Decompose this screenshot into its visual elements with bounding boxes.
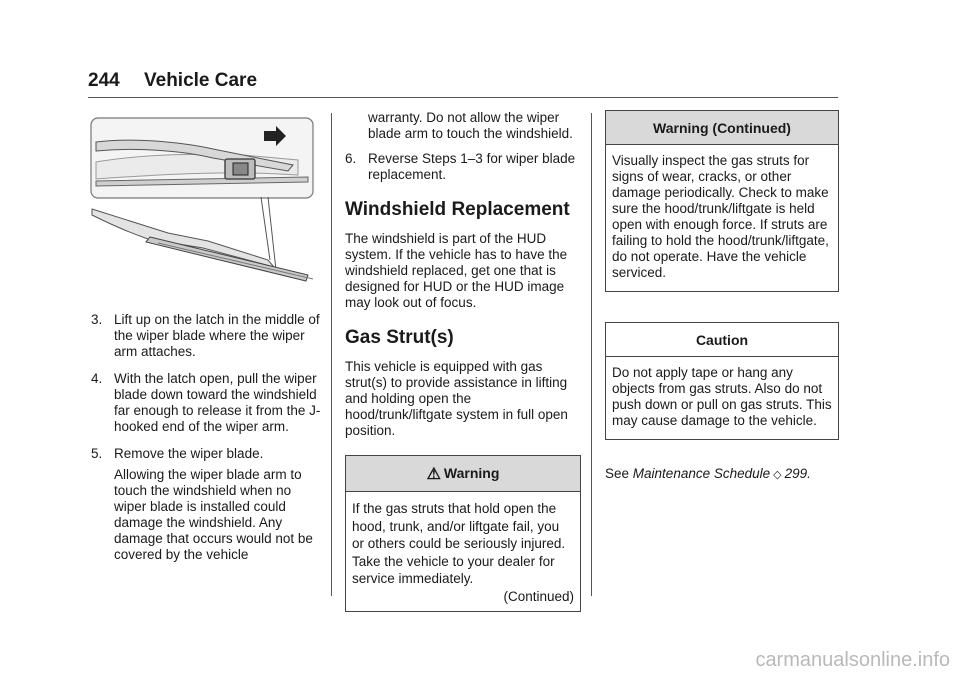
see-page: 299. <box>784 466 811 481</box>
warning-continued: (Continued) <box>503 588 574 604</box>
windshield-body: The windshield is part of the HUD system. If the vehicle has to have the windshield replaced, get one that is designed for HUD or the HUD image may look out of focus. <box>345 231 568 310</box>
column-divider-2 <box>591 113 592 596</box>
watermark: carmanualsonline.info <box>755 649 950 671</box>
step-number: 6. <box>345 151 357 166</box>
caution-box <box>605 322 839 440</box>
caution-body: Do not apply tape or hang any objects from gas struts. Also do not push down or pull on gas struts. This may cause damage to the vehicle. <box>612 365 832 428</box>
warning-continued-body: Visually inspect the gas struts for signs of wear, cracks, or other damage periodically. Check to make sure the hood/trunk/liftgate is held open with enough force. If struts are failing to hold the hood/trunk/liftgate, do not operate. Have the vehicle serviced. <box>612 153 829 280</box>
step-number: 5. <box>91 446 103 461</box>
warning-text: If the gas struts that hold open the hood, trunk, and/or liftgate fail, you or others could be seriously injured. Take the vehicle to your dealer for service immediately. <box>352 501 566 586</box>
windshield-heading: Windshield Replacement <box>345 199 570 220</box>
see-reference <box>605 466 839 483</box>
page-number: 244 <box>88 70 120 91</box>
step-3 <box>91 312 327 360</box>
step-5-detail: Allowing the wiper blade arm to touch the windshield when no wiper blade is installed could damage the windshield. Any damage that occurs would not be covered by the vehicle <box>114 467 313 562</box>
warning-body <box>346 492 580 611</box>
column-divider-1 <box>331 113 332 596</box>
warning-icon: ⚠ <box>426 466 441 483</box>
see-link[interactable]: Maintenance Schedule <box>632 466 771 481</box>
column-right <box>605 110 839 483</box>
header-rule <box>88 97 838 98</box>
warning-header <box>346 456 580 492</box>
step-5 <box>91 446 327 462</box>
wiper-illustration <box>88 115 320 290</box>
page-ref-icon: ◇ <box>773 469 782 481</box>
step-text: With the latch open, pull the wiper blade down toward the windshield far enough to release it from the J-hooked end of the wiper arm. <box>114 371 321 434</box>
warning-continued-box <box>605 110 839 292</box>
step-6 <box>345 151 581 183</box>
step-number: 3. <box>91 312 103 327</box>
continued-text: warranty. Do not allow the wiper blade arm to touch the windshield. <box>368 110 573 141</box>
caution-header: Caution <box>606 323 838 357</box>
section-title: Vehicle Care <box>144 70 258 91</box>
step-text: Remove the wiper blade. <box>114 446 264 461</box>
step-number: 4. <box>91 371 103 386</box>
column-left <box>91 312 327 563</box>
step-text: Lift up on the latch in the middle of the wiper blade where the wiper arm attaches. <box>114 312 320 359</box>
column-middle <box>345 110 581 642</box>
wiper-arm <box>92 209 274 267</box>
page-header <box>88 70 257 92</box>
step-4 <box>91 371 327 435</box>
warning-title: Warning <box>443 465 500 481</box>
step-text: Reverse Steps 1–3 for wiper blade replacement. <box>368 151 576 182</box>
warning-continued-header: Warning (Continued) <box>606 111 838 145</box>
see-prefix: See <box>605 466 630 481</box>
gas-struts-body: This vehicle is equipped with gas strut(s) to provide assistance in lifting and holding open the hood/trunk/liftgate system in full open position. <box>345 359 568 438</box>
warning-box <box>345 455 581 612</box>
gas-struts-heading: Gas Strut(s) <box>345 327 454 348</box>
